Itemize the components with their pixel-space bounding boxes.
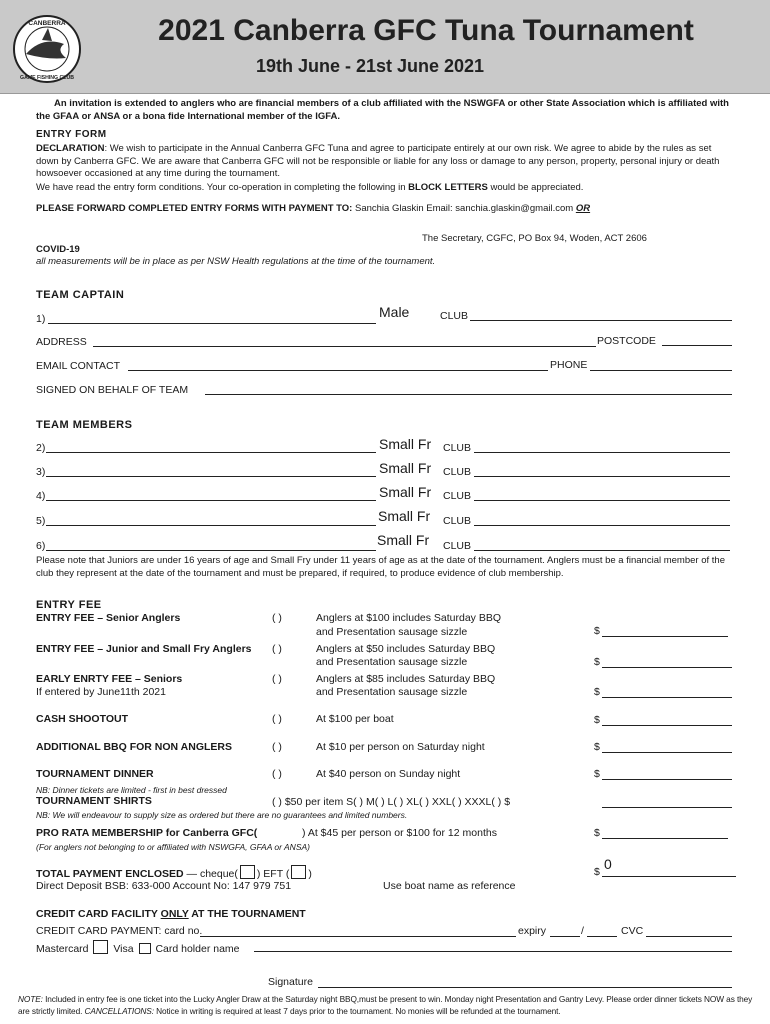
senior-fee-desc: Anglers at $100 includes Saturday BBQ	[316, 612, 502, 624]
dollar-sign: $	[594, 625, 600, 637]
covid-heading: COVID-19	[36, 244, 80, 255]
expiry-label: expiry	[518, 925, 547, 937]
junior-fee-amount[interactable]	[602, 667, 732, 668]
dollar-sign: $	[594, 656, 600, 668]
early-fee-checkbox[interactable]: ( )	[272, 673, 282, 685]
prorata-desc[interactable]: ) At $45 per person or $100 for 12 months	[302, 827, 497, 839]
member-number: 4)	[36, 490, 46, 502]
member-name-field[interactable]	[46, 452, 376, 453]
forward-instructions: PLEASE FORWARD COMPLETED ENTRY FORMS WITH PAYMENT TO: Sanchia Glaskin Email: sanchia.glaskin@gmail.com OR	[36, 203, 591, 214]
member-name-field[interactable]	[46, 476, 376, 477]
footer-note: NOTE: Included in entry fee is one ticket into the Lucky Angler Draw at the Saturday night BBQ,must be present to win. Monday night Presentation and Gantry Levy. Please order dinner tickets NOW as they are strictly limited. CANCELLATIONS: Notice in writing is required at least 7 days prior to the tournament. No monies will be refunded at the tournament.	[18, 994, 753, 1016]
member-category: Small Fr	[379, 460, 432, 476]
member-club-label: CLUB	[443, 490, 472, 502]
early-fee-sub: If entered by June11th 2021	[36, 686, 166, 698]
shirts-label: TOURNAMENT SHIRTS	[36, 795, 152, 807]
bbq-amount[interactable]	[602, 752, 732, 753]
header-banner	[0, 0, 770, 94]
dollar-sign: $	[594, 741, 600, 753]
dollar-sign: $	[594, 714, 600, 726]
signed-field[interactable]	[205, 394, 732, 395]
cash-shootout-label: CASH SHOOTOUT	[36, 713, 128, 725]
card-holder-field[interactable]	[254, 951, 732, 952]
visa-checkbox[interactable]	[139, 943, 151, 954]
prorata-label: PRO RATA MEMBERSHIP for Canberra GFC(	[36, 827, 258, 839]
shirts-sizes[interactable]: ( ) $50 per item S( ) M( ) L( ) XL( ) XXL( ) XXXL( ) $	[272, 796, 511, 808]
member-name-field[interactable]	[46, 525, 376, 526]
early-fee-amount[interactable]	[602, 697, 732, 698]
team-members-heading: TEAM MEMBERS	[36, 419, 133, 431]
member-club-field[interactable]	[474, 550, 730, 551]
email-label: EMAIL CONTACT	[36, 360, 121, 372]
cash-shootout-desc: At $100 per boat	[316, 713, 394, 725]
postcode-field[interactable]	[662, 345, 732, 346]
bbq-checkbox[interactable]: ( )	[272, 741, 282, 753]
shirts-note: NB: We will endeavour to supply size as ordered but there are no guarantees and limited numbers.	[36, 810, 408, 820]
captain-name-field[interactable]	[48, 323, 376, 324]
shirts-amount[interactable]	[602, 807, 732, 808]
senior-fee-checkbox[interactable]: ( )	[272, 612, 282, 624]
member-category: Small Fr	[379, 436, 432, 452]
phone-label: PHONE	[550, 359, 588, 371]
eft-checkbox[interactable]	[291, 865, 306, 879]
total-amount-line	[602, 876, 736, 877]
mastercard-checkbox[interactable]	[93, 940, 108, 954]
junior-fee-desc: and Presentation sausage sizzle	[316, 656, 468, 668]
member-category: Small Fr	[379, 484, 432, 500]
early-fee-desc: and Presentation sausage sizzle	[316, 686, 468, 698]
cash-shootout-amount[interactable]	[602, 725, 732, 726]
dinner-label: TOURNAMENT DINNER	[36, 768, 154, 780]
captain-club-field[interactable]	[470, 320, 732, 321]
svg-text:CANBERRA: CANBERRA	[28, 20, 66, 27]
member-category: Small Fr	[377, 532, 430, 548]
member-number: 5)	[36, 515, 46, 527]
cvc-field[interactable]	[646, 936, 732, 937]
dinner-desc: At $40 person on Sunday night	[316, 768, 461, 780]
team-captain-heading: TEAM CAPTAIN	[36, 289, 125, 301]
total-payment-row: TOTAL PAYMENT ENCLOSED — cheque( ) EFT ( )	[36, 865, 312, 880]
card-number-field[interactable]	[200, 936, 516, 937]
member-club-field[interactable]	[474, 500, 730, 501]
member-club-field[interactable]	[474, 525, 730, 526]
dollar-sign: $	[594, 686, 600, 698]
junior-fee-label: ENTRY FEE – Junior and Small Fry Anglers	[36, 643, 252, 655]
dollar-sign: $	[594, 866, 600, 878]
member-name-field[interactable]	[46, 500, 376, 501]
expiry-year-field[interactable]	[587, 936, 617, 937]
junior-fee-checkbox[interactable]: ( )	[272, 643, 282, 655]
email-field[interactable]	[128, 370, 548, 371]
captain-number: 1)	[36, 313, 46, 325]
signature-field[interactable]	[318, 987, 732, 988]
dinner-note: NB: Dinner tickets are limited - first in best dressed	[36, 785, 227, 795]
cvc-label: CVC	[621, 925, 644, 937]
address-label: ADDRESS	[36, 336, 87, 348]
conditions-text: We have read the entry form conditions. Your co-operation in completing the following in BLOCK LETTERS would be appreciated.	[36, 182, 584, 193]
covid-text: all measurements will be in place as per NSW Health regulations at the time of the tournament.	[36, 256, 436, 267]
member-club-label: CLUB	[443, 540, 472, 552]
member-club-label: CLUB	[443, 466, 472, 478]
member-number: 3)	[36, 466, 46, 478]
member-club-field[interactable]	[474, 476, 730, 477]
senior-fee-desc: and Presentation sausage sizzle	[316, 626, 468, 638]
member-club-label: CLUB	[443, 515, 472, 527]
declaration-text: DECLARATION: We wish to participate in the Annual Canberra GFC Tuna and agree to participate entirely at our own risk. We agree to abide by the rules as set down by Canberra GFC. We are aware that Canberra GFC will not be responsible or liable for any loss or damage to any person, property, personal injury or death howsoever occasioned at any time during the tournament.	[36, 143, 720, 179]
secretary-address: The Secretary, CGFC, PO Box 94, Woden, ACT 2606	[422, 233, 647, 244]
expiry-month-field[interactable]	[550, 936, 580, 937]
member-club-label: CLUB	[443, 442, 472, 454]
member-number: 6)	[36, 540, 46, 552]
bbq-label: ADDITIONAL BBQ FOR NON ANGLERS	[36, 741, 232, 753]
age-note: Please note that Juniors are under 16 years of age and Small Fry under 11 years of age as at the date of the tournament. Anglers must be a financial member of the club they represent at the date of the tournament and must be prepared, if required, to produce evidence of club membership.	[36, 555, 725, 579]
club-logo	[12, 14, 82, 84]
reference-note: Use boat name as reference	[383, 880, 516, 892]
bbq-desc: At $10 per person on Saturday night	[316, 741, 485, 753]
direct-deposit: Direct Deposit BSB: 633-000 Account No: 147 979 751	[36, 880, 292, 892]
captain-club-label: CLUB	[440, 310, 469, 322]
entry-form-heading: ENTRY FORM	[36, 129, 107, 140]
dinner-amount[interactable]	[602, 779, 732, 780]
address-field[interactable]	[93, 346, 596, 347]
total-value[interactable]: 0	[604, 856, 612, 872]
captain-category: Male	[379, 304, 410, 320]
senior-fee-amount[interactable]	[602, 636, 728, 637]
junior-fee-desc: Anglers at $50 includes Saturday BBQ	[316, 643, 496, 655]
early-fee-desc: Anglers at $85 includes Saturday BBQ	[316, 673, 496, 685]
signed-label: SIGNED ON BEHALF OF TEAM	[36, 384, 189, 396]
credit-card-heading: CREDIT CARD FACILITY ONLY AT THE TOURNAMENT	[36, 908, 306, 920]
early-fee-label: EARLY ENRTY FEE – Seniors	[36, 673, 183, 685]
tournament-dates: 19th June - 21st June 2021	[255, 56, 485, 76]
member-number: 2)	[36, 442, 46, 454]
member-category: Small Fr	[378, 508, 431, 524]
senior-fee-label: ENTRY FEE – Senior Anglers	[36, 612, 181, 624]
expiry-slash: /	[581, 925, 584, 937]
entry-fee-heading: ENTRY FEE	[36, 599, 102, 611]
dollar-sign: $	[594, 827, 600, 839]
card-number-label: CREDIT CARD PAYMENT: card no.	[36, 925, 203, 937]
cheque-checkbox[interactable]	[240, 865, 255, 879]
phone-field[interactable]	[590, 370, 732, 371]
signature-label: Signature	[268, 976, 313, 988]
dollar-sign: $	[594, 768, 600, 780]
svg-text:GAME FISHING CLUB: GAME FISHING CLUB	[20, 75, 74, 81]
cash-shootout-checkbox[interactable]: ( )	[272, 713, 282, 725]
prorata-amount[interactable]	[602, 838, 728, 839]
card-type-row: Mastercard Visa Card holder name	[36, 940, 240, 955]
member-name-field[interactable]	[46, 550, 376, 551]
postcode-label: POSTCODE	[597, 335, 656, 347]
dinner-checkbox[interactable]: ( )	[272, 768, 282, 780]
page-title: 2021 Canberra GFC Tuna Tournament	[158, 14, 694, 47]
prorata-note: (For anglers not belonging to or affiliated with NSWGFA, GFAA or ANSA)	[36, 842, 310, 852]
member-club-field[interactable]	[474, 452, 730, 453]
invitation-text: An invitation is extended to anglers who are financial members of a club affiliated with the NSWGFA or other State Association which is affiliated with the GFAA or ANSA or a bona fide International member of the IGFA.	[36, 98, 729, 122]
